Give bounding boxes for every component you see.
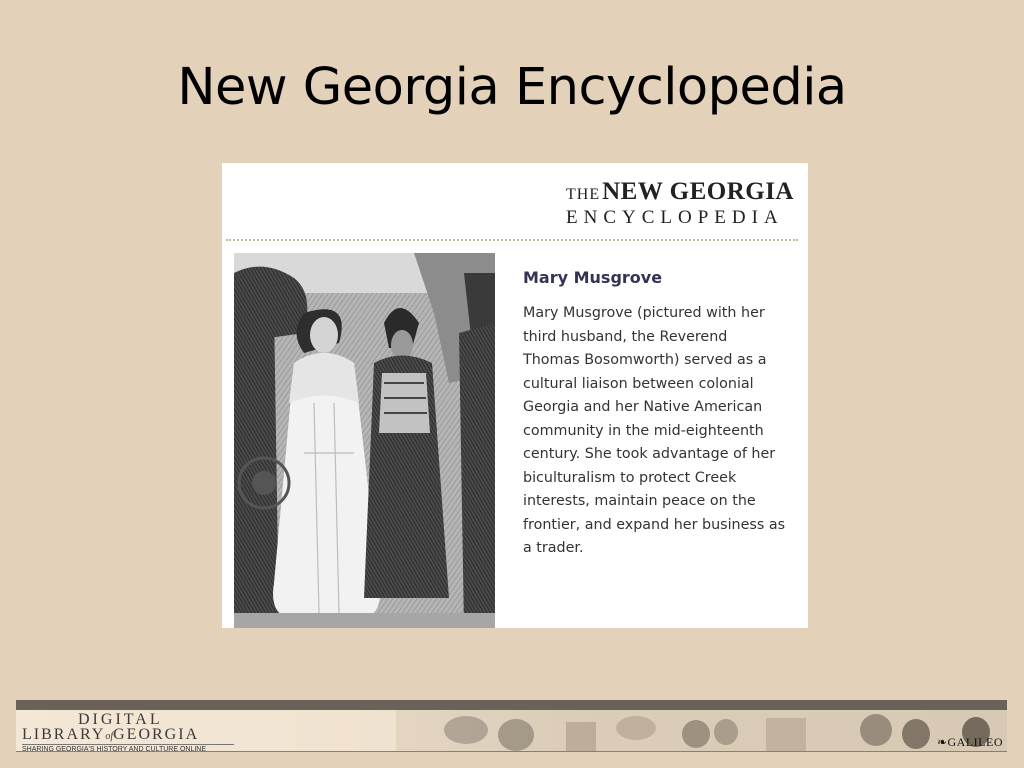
dlg-of: of <box>105 731 114 742</box>
dlg-library: LIBRARY <box>22 726 106 743</box>
divider <box>226 239 798 241</box>
article-title: Mary Musgrove <box>523 268 663 287</box>
footer-bar <box>16 700 1007 710</box>
dlg-georgia: GEORGIA <box>113 726 200 743</box>
dlg-digital: DIGITAL <box>78 711 163 728</box>
logo-the: THE <box>566 186 601 203</box>
footer-photo-strip <box>396 710 1007 751</box>
galileo-logo <box>937 735 1003 750</box>
dlg-tagline: SHARING GEORGIA'S HISTORY AND CULTURE ONLINE <box>22 744 234 752</box>
mary-musgrove-engraving <box>234 253 495 628</box>
article-body: Mary Musgrove (pictured with her third husband, the Reverend Thomas Bosomworth) served as a cultural liaison between colonial Georgia and her Native American community in the mid-eighteenth century. She took advantage of her biculturalism to protect Creek interests, maintain peace on the frontier, and expand her business as a trader. <box>523 305 786 556</box>
digital-library-of-georgia-logo <box>22 712 234 752</box>
encyclopedia-screenshot <box>222 163 808 628</box>
footer-banner <box>16 710 1007 752</box>
galileo-icon: ❧ <box>936 735 948 749</box>
logo-main: NEW GEORGIA <box>602 178 794 205</box>
new-georgia-encyclopedia-logo <box>566 179 794 227</box>
galileo-text: GALILEO <box>947 735 1003 749</box>
logo-sub: ENCYCLOPEDIA <box>566 207 784 228</box>
page-title: New Georgia Encyclopedia <box>177 58 847 117</box>
dlg-library-of-georgia <box>22 727 234 744</box>
